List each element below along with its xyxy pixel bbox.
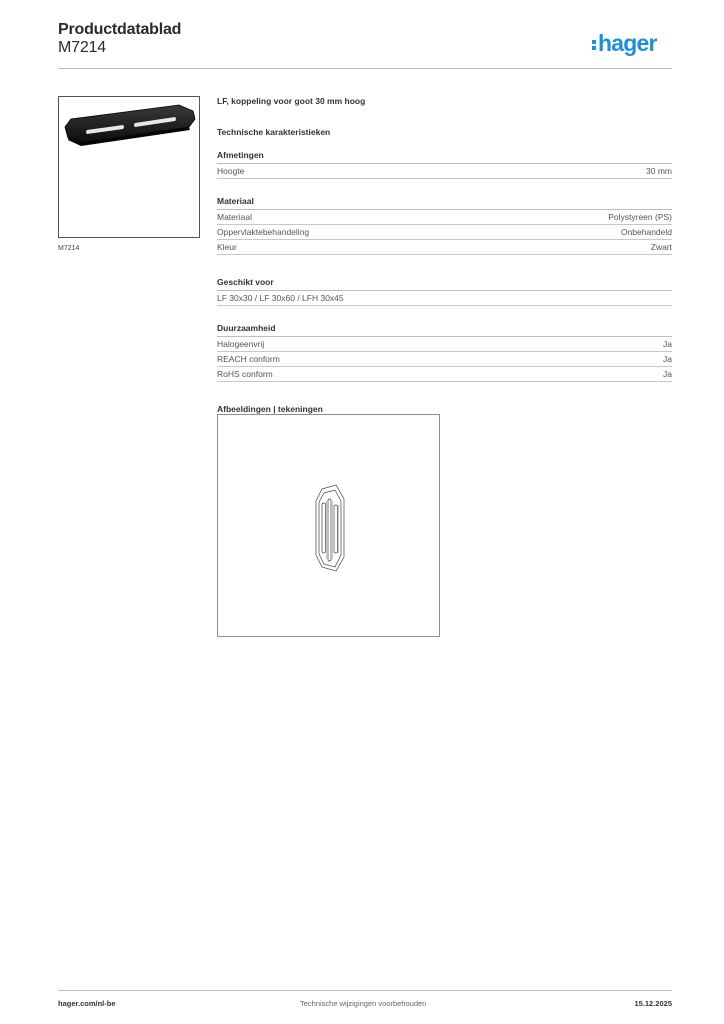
row-label: Halogeenvrij bbox=[217, 339, 265, 349]
row-value: Polystyreen (PS) bbox=[608, 212, 672, 222]
row-label: Materiaal bbox=[217, 212, 252, 222]
row-label: Kleur bbox=[217, 242, 237, 252]
section-materiaal-title: Materiaal bbox=[217, 196, 672, 210]
footer-website-link[interactable]: hager.com/nl-be bbox=[58, 999, 116, 1008]
product-code-heading: M7214 bbox=[58, 39, 106, 56]
footer-date: 15.12.2025 bbox=[634, 999, 672, 1008]
footer-divider bbox=[58, 990, 672, 991]
hager-logo bbox=[592, 30, 657, 56]
table-row bbox=[217, 210, 672, 225]
table-row bbox=[217, 164, 672, 179]
tech-characteristics-heading: Technische karakteristieken bbox=[217, 127, 331, 137]
section-afmetingen-title: Afmetingen bbox=[217, 150, 672, 164]
product-image bbox=[58, 96, 200, 238]
product-image-caption: M7214 bbox=[58, 245, 80, 252]
logo-colon-icon bbox=[592, 40, 596, 50]
row-value: Ja bbox=[663, 354, 672, 364]
row-label: LF 30x30 / LF 30x60 / LFH 30x45 bbox=[217, 293, 344, 303]
row-value: Ja bbox=[663, 339, 672, 349]
coupling-line-drawing bbox=[218, 415, 439, 636]
section-geschikt-voor-title: Geschikt voor bbox=[217, 277, 672, 291]
product-details bbox=[217, 96, 672, 414]
row-value: 30 mm bbox=[646, 166, 672, 176]
header-divider bbox=[58, 68, 672, 69]
section-duurzaamheid-title: Duurzaamheid bbox=[217, 323, 672, 337]
table-row bbox=[217, 225, 672, 240]
table-row bbox=[217, 367, 672, 382]
technical-drawing bbox=[217, 414, 440, 637]
product-description: LF, koppeling voor goot 30 mm hoog bbox=[217, 96, 366, 106]
footer-disclaimer: Technische wijzigingen voorbehouden bbox=[300, 999, 427, 1008]
page-title: Productdatablad bbox=[58, 21, 182, 38]
row-value: Zwart bbox=[650, 242, 672, 252]
row-label: Oppervlaktebehandeling bbox=[217, 227, 310, 237]
row-label: RoHS conform bbox=[217, 369, 273, 379]
table-row bbox=[217, 240, 672, 255]
section-afbeeldingen-title: Afbeeldingen | tekeningen bbox=[217, 404, 323, 414]
row-value: Onbehandeld bbox=[620, 227, 672, 237]
table-row bbox=[217, 352, 672, 367]
coupling-product-photo bbox=[59, 97, 199, 237]
row-value: Ja bbox=[663, 369, 672, 379]
row-label: Hoogte bbox=[217, 166, 245, 176]
row-label: REACH conform bbox=[217, 354, 280, 364]
logo-wordmark: hager bbox=[598, 30, 657, 56]
table-row bbox=[217, 337, 672, 352]
table-row bbox=[217, 291, 672, 306]
